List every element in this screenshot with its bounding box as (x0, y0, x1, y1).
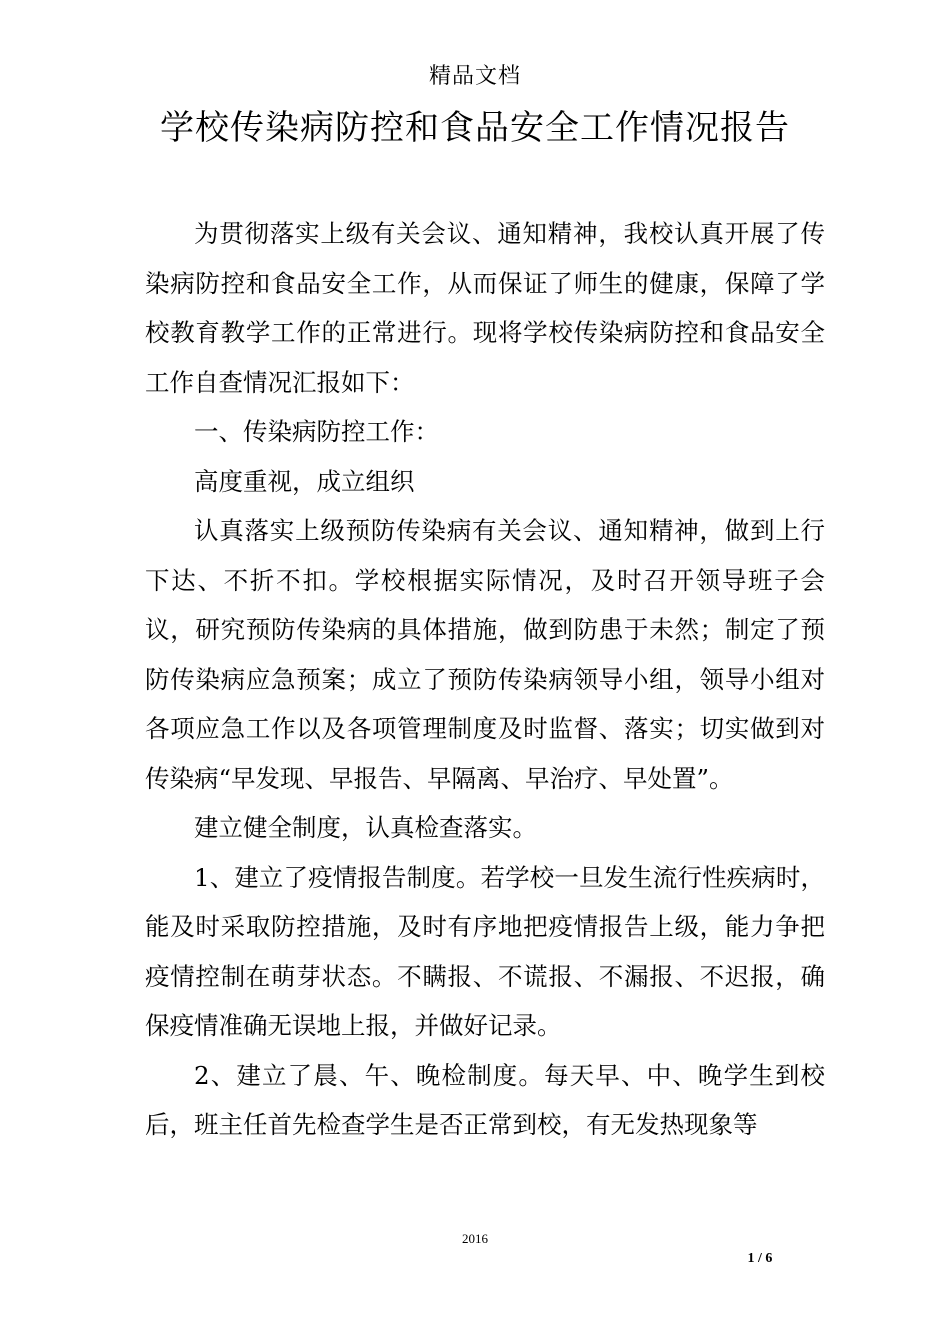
header-mark: 精品文档 (428, 64, 521, 89)
paragraph-reporting-system: 1、建立了疫情报告制度。若学校一旦发生流行性疾病时，能及时采取防控措施，及时有序地把疫情报告上级，能力争把疫情控制在萌芽状态。不瞒报、不谎报、不漏报、不迟报，确保疫情准确无误地上报，并做好记录。 (145, 862, 825, 1040)
document-body (145, 209, 825, 1150)
page-indicator: 1 / 6 (747, 1251, 773, 1266)
section-heading-disease-control: 一、传染病防控工作： (194, 417, 439, 446)
paragraph-organization: 认真落实上级预防传染病有关会议、通知精神，做到上行下达、不折不扣。学校根据实际情况，及时召开领导班子会议，研究预防传染病的具体措施，做到防患于未然；制定了预防传染病应急预案；成立了预防传染病领导小组，领导小组对各项应急工作以及各项管理制度及时监督、落实；切实做到对传染病“早发现、早报告、早隔离、早治疗、早处置”。 (145, 516, 825, 793)
subheading-system: 建立健全制度，认真检查落实。 (194, 813, 537, 842)
document-title: 学校传染病防控和食品安全工作情况报告 (160, 108, 790, 148)
paragraph-intro: 为贯彻落实上级有关会议、通知精神，我校认真开展了传染病防控和食品安全工作，从而保证了师生的健康，保障了学校教育教学工作的正常进行。现将学校传染病防控和食品安全工作自查情况汇报如下： (145, 219, 825, 397)
paragraph-inspection-system: 2、建立了晨、午、晚检制度。每天早、中、晚学生到校后，班主任首先检查学生是否正常到校，有无发热现象等 (145, 1060, 825, 1139)
subheading-organization: 高度重视，成立组织 (194, 466, 415, 496)
footer-year: 2016 (462, 1231, 488, 1246)
